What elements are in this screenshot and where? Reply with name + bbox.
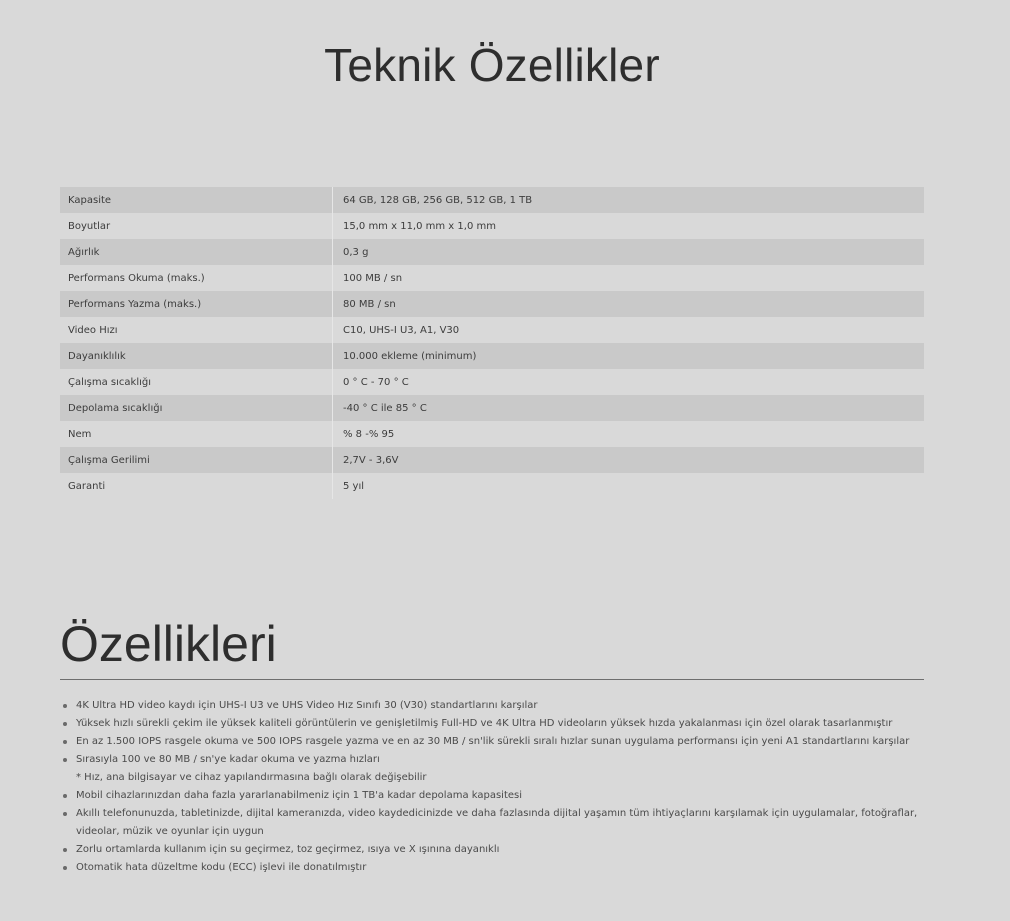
spec-label: Kapasite [60, 187, 333, 213]
bullet-icon [63, 758, 67, 762]
spec-value: C10, UHS-I U3, A1, V30 [343, 324, 460, 336]
bullet-icon [63, 812, 67, 816]
list-item [60, 859, 924, 877]
table-row [60, 447, 924, 473]
spec-value: 64 GB, 128 GB, 256 GB, 512 GB, 1 TB [333, 187, 925, 213]
spec-label: Boyutlar [60, 213, 333, 239]
list-item [60, 715, 924, 733]
features-section-title: Özellikleri [60, 616, 277, 672]
table-row [60, 291, 924, 317]
spec-label: Garanti [60, 473, 333, 499]
feature-text: Sırasıyla 100 ve 80 MB / sn'ye kadar okuma ve yazma hızları [76, 754, 380, 765]
feature-text: Yüksek hızlı sürekli çekim ile yüksek kaliteli görüntülerin ve genişletilmiş Full-HD ve 4K Ultra HD videoların yüksek hızda yakalanması için özel olarak tasarlanmıştır [76, 718, 893, 729]
table-row [60, 473, 924, 499]
list-item [60, 805, 924, 841]
spec-value: % 8 -% 95 [343, 428, 395, 440]
feature-footnote: * Hız, ana bilgisayar ve cihaz yapılandırmasına bağlı olarak değişebilir [76, 772, 427, 783]
table-row [60, 369, 924, 395]
bullet-icon [63, 866, 67, 870]
spec-value: 100 MB / sn [343, 272, 403, 284]
list-item [60, 697, 924, 715]
spec-value: 5 yıl [343, 480, 365, 492]
spec-value: 15,0 mm x 11,0 mm x 1,0 mm [343, 220, 496, 232]
table-row [60, 265, 924, 291]
bullet-icon [63, 704, 67, 708]
spec-label: Ağırlık [60, 239, 333, 265]
spec-label: Nem [60, 421, 333, 447]
spec-value: 10.000 ekleme (minimum) [333, 343, 925, 369]
bullet-icon [63, 740, 67, 744]
table-row [60, 343, 924, 369]
list-item [60, 751, 924, 787]
table-row [60, 317, 924, 343]
list-item [60, 733, 924, 751]
spec-label: Depolama sıcaklığı [60, 395, 333, 421]
spec-label: Dayanıklılık [60, 343, 333, 369]
spec-section-title: Teknik Özellikler [324, 39, 660, 91]
bullet-icon [63, 722, 67, 726]
spec-label: Performans Okuma (maks.) [60, 265, 333, 291]
feature-text: Otomatik hata düzeltme kodu (ECC) işlevi ile donatılmıştır [76, 862, 367, 873]
section-divider [60, 679, 924, 680]
feature-text: Mobil cihazlarınızdan daha fazla yararlanabilmeniz için 1 TB'a kadar depolama kapasitesi [76, 790, 523, 801]
table-row [60, 213, 924, 239]
table-row [60, 239, 924, 265]
spec-label: Çalışma Gerilimi [60, 447, 333, 473]
spec-label: Video Hızı [60, 317, 333, 343]
spec-value: 80 MB / sn [333, 291, 925, 317]
table-row [60, 395, 924, 421]
list-item [60, 841, 924, 859]
feature-text: Akıllı telefonunuzda, tabletinizde, dijital kameranızda, video kaydedicinizde ve daha fazlasında dijital yaşamın tüm ihtiyaçlarını karşılamak için uygulamalar, fotoğraflar, videolar, müzik ve oyunlar için uygun [76, 808, 918, 837]
list-item [60, 787, 924, 805]
features-list [60, 697, 924, 877]
bullet-icon [63, 794, 67, 798]
spec-table [60, 187, 924, 499]
feature-text: En az 1.500 IOPS rasgele okuma ve 500 IOPS rasgele yazma ve en az 30 MB / sn'lik sürekli sıralı hızlar sunan uygulama performansı için yeni A1 standartlarını karşılar [76, 736, 910, 747]
spec-value: 2,7V - 3,6V [333, 447, 925, 473]
table-row [60, 421, 924, 447]
spec-value: -40 ° C ile 85 ° C [333, 395, 925, 421]
spec-value: 0,3 g [333, 239, 925, 265]
feature-text: 4K Ultra HD video kaydı için UHS-I U3 ve UHS Video Hız Sınıfı 30 (V30) standartlarını karşılar [76, 700, 538, 711]
spec-label: Performans Yazma (maks.) [60, 291, 333, 317]
feature-text: Zorlu ortamlarda kullanım için su geçirmez, toz geçirmez, ısıya ve X ışınına dayanıklı [76, 844, 500, 855]
spec-label: Çalışma sıcaklığı [60, 369, 333, 395]
table-row [60, 187, 924, 213]
spec-value: 0 ° C - 70 ° C [343, 376, 409, 388]
bullet-icon [63, 848, 67, 852]
